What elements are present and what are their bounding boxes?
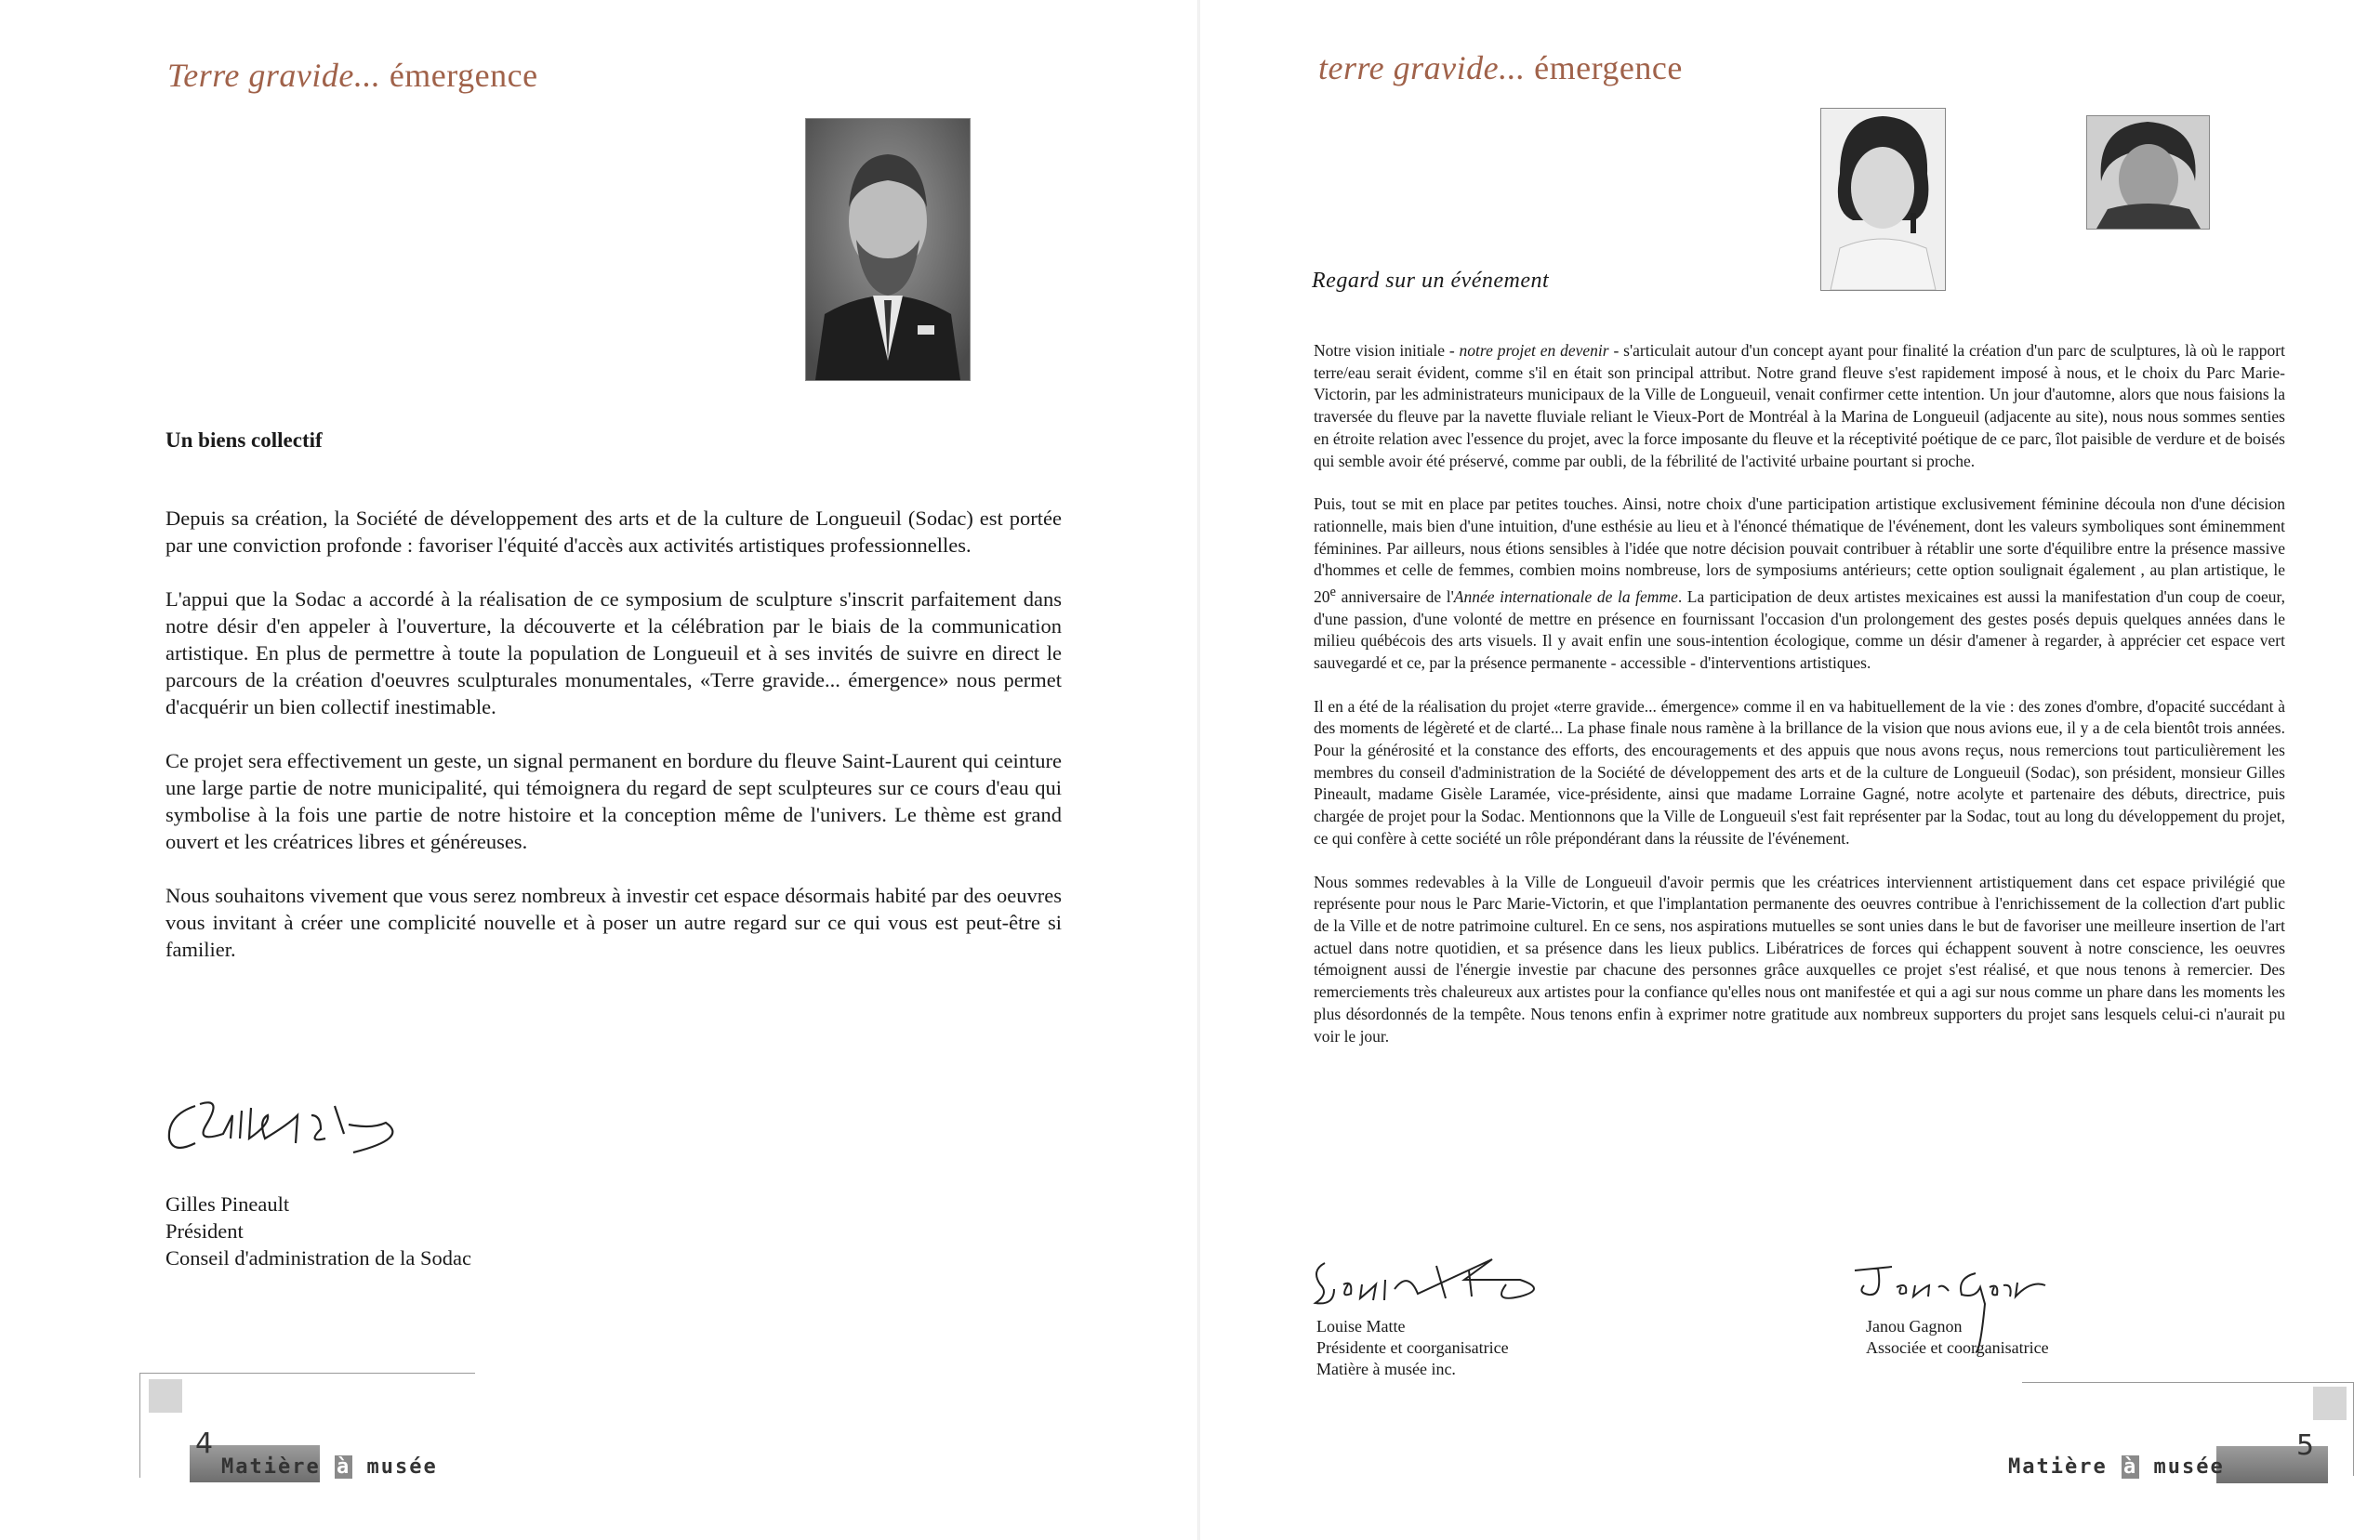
signer-org: Conseil d'administration de la Sodac (165, 1246, 471, 1270)
signature-louise-matte (1306, 1252, 1557, 1317)
footer-accent-square (149, 1379, 182, 1413)
portrait-photo-janou (2086, 115, 2210, 230)
signer1-role: Présidente et coorganisatrice (1316, 1338, 1509, 1357)
portrait-photo-louise (1820, 108, 1946, 291)
emphasis-text: notre projet en devenir (1459, 341, 1609, 360)
footer-accent-square (2313, 1387, 2347, 1420)
brand-word: à (336, 1455, 351, 1479)
title-italic-part: Terre gravide... (167, 57, 381, 94)
signer-role: Président (165, 1219, 244, 1243)
brand-word: Matière (2008, 1455, 2108, 1479)
paragraph (1314, 494, 2285, 674)
signer-block (165, 1191, 471, 1271)
section-subtitle: Regard sur un événement (1312, 269, 1550, 293)
portrait-photo (805, 118, 971, 381)
page-number: 5 (2296, 1429, 2315, 1462)
publication-brand (2008, 1455, 2225, 1479)
text-run: . La participation de deux artistes mexicaines est aussi la manifestation d'un coup de coeur, d'une passion, d'une volonté de mettre en présence en fournissant l'occasion d'un prolongement des gestes posés depuis quelques années dans le milieu québécois des arts visuels. Il y avait enfin une sous-intention écologique, comme un désir d'amener à regarder, à apprécier cet espace vert sauvegardé et ce, par la présence permanente - accessible - d'interventions artistiques. (1314, 586, 2285, 672)
signer1-block (1316, 1316, 1509, 1380)
signature-gilles-pineault (158, 1087, 409, 1171)
signer-name: Gilles Pineault (165, 1192, 290, 1216)
title-italic-part: terre gravide... (1318, 49, 1526, 86)
superscript: e (1329, 585, 1336, 600)
paragraph: Depuis sa création, la Société de développement des arts et de la culture de Longueuil (Sodac) est portée par une conviction profonde : favoriser l'équité d'accès aux activités artistiques professionnelles. (165, 507, 1062, 557)
emphasis-text: Année internationale de la femme (1453, 586, 1678, 606)
paragraph: Ce projet sera effectivement un geste, un signal permanent en bordure du fleuve Saint-Laurent qui ceinture une large partie de notre municipalité, qui témoignera du regard de sept sculpteures sur ce cours d'eau qui symbolise à la fois une partie de notre histoire et la conception même de l'univers. Le thème est grand ouvert et les créatrices libres et généreuses. (165, 749, 1062, 853)
section-heading: Un biens collectif (165, 428, 323, 452)
text-run: Puis, tout se mit en place par petites touches. Ainsi, notre choix d'une participation artistique exclusivement féminine découla non d'une décision rationnelle, mais bien d'une intuition, d'une esthésie au lieu et à l'énoncé thématique de l'événement, dont les valeurs symboliques sont éminemment féminines. Par ailleurs, nous étions sensibles à l'idée que notre décision pouvait contribuer à rétablir une sorte d'équilibre entre la présence massive d'hommes et celle de femmes, combien moins nombreuse, lors de symposiums antérieurs; cette option soulignait également , au plan artistique, le 20 (1314, 494, 2285, 606)
right-body (1314, 340, 2285, 1069)
paragraph: Il en a été de la réalisation du projet «terre gravide... émergence» comme il en va habituellement de la vie : des zones d'ombre, d'opacité succédant à des moments de légèreté et de clarté... La phase finale nous ramène à la brillance de la vision que nous avions eue, il y a de cela bientôt trois années. Pour la générosité et la constance des efforts, des encouragements et des appuis que nous avons reçus, nous remercions tout particulièrement les membres du conseil d'administration de la Société de développement des arts et de la culture de Longueuil (Sodac), son président, monsieur Gilles Pineault, madame Gisèle Laramée, vice-présidente, ainsi que madame Lorraine Gagné, notre acolyte et partenaire des débuts, directrice, puis chargée de projet pour la Sodac. Mentionnons que la Ville de Longueuil s'est fait représenter par la Sodac, tout au long du développement du projet, ce qui confère à cette société un rôle prépondérant dans la réussite de l'événement. (1314, 696, 2285, 848)
text-run: - s'articulait autour d'un concept ayant pour finalité la création d'un parc de sculptures, là où le rapport terre/eau serait évident, comme s'il en était son principal attribut. Notre grand fleuve s'est rapidement imposé à nous, et le choix du Parc Marie-Victorin, par les administrateurs municipaux de la Ville de Longueuil, venait confirmer cette intention. Un jour d'automne, alors que nous faisions la traversée du fleuve par la navette fluviale reliant le Vieux-Port de Montréal à la Marina de Longueuil (adjacente au site), nous nous sommes senties en étroite relation avec l'essence du projet, avec la force imposante du fleuve et la réceptivité poétique de ce parc, îlot paisible de verdure et de boisés qui semble avoir été préservé, comme par oubli, de la fébrilité de l'activité urbaine pourtant si proche. (1314, 341, 2285, 470)
right-page-title (1318, 48, 1683, 87)
brand-word: Matière (221, 1455, 321, 1479)
page-number: 4 (195, 1428, 214, 1460)
left-page-title (167, 56, 538, 95)
paragraph: Nous sommes redevables à la Ville de Longueuil d'avoir permis que les créatrices interviennent artistiquement dans cet espace privilégié que représente pour nous le Parc Marie-Victorin, et que l'implantation permanente des oeuvres contribue à l'enrichissement de la collection d'art public de la Ville et de notre patrimoine culturel. En ce sens, nos aspirations mutuelles se sont unies dans le but de favoriser une meilleure insertion de l'art actuel dans notre quotidien, et sa présence dans les lieux publics. Libératrices de forces qui échappent souvent à notre conscience, les oeuvres témoignent aussi de l'énergie investie par chacune des personnes grâce auxquelles ce projet s'est réalisé, et que nous tenons à remercier. Des remerciements très chaleureux aux artistes pour la confiance qu'elles nous ont manifestée et qui a agi sur nous comme un phare dans les moments les plus désordonnés de la tempête. Nous tenons enfin à exprimer notre gratitude aux nombreux supporters du projet sans lesquels celui-ci n'aurait pu voir le jour. (1314, 872, 2285, 1046)
signer1-name: Louise Matte (1316, 1317, 1406, 1336)
paragraph: L'appui que la Sodac a accordé à la réalisation de ce symposium de sculpture s'inscrit parfaitement dans notre désir d'en appeler à l'ouverture, la découverte et la célébration par le biais de la communication artistique. En plus de permettre à toute la population de Longueuil et à ses invités de suivre en direct le parcours de la création d'oeuvres sculpturales monumentales, «Terre gravide... émergence» nous permet d'acquérir un bien collectif inestimable. (165, 587, 1062, 718)
signer2-role: Associée et coorganisatrice (1866, 1338, 2049, 1357)
text-run: anniversaire de l' (1335, 586, 1454, 606)
paragraph: Nous souhaitons vivement que vous serez nombreux à investir cet espace désormais habité par des oeuvres vous invitant à créer une complicité nouvelle et à poser un autre regard sur ce qui vous est peut-être si familier. (165, 884, 1062, 961)
paragraph (1314, 340, 2285, 472)
signer1-org: Matière à musée inc. (1316, 1360, 1456, 1378)
brand-word: à (2122, 1455, 2138, 1479)
brand-word: musée (2153, 1455, 2225, 1479)
signer2-block (1866, 1316, 2049, 1359)
right-page (1199, 0, 2380, 1540)
left-body (165, 505, 1062, 990)
brand-word: musée (366, 1455, 438, 1479)
publication-brand (221, 1455, 438, 1479)
title-plain-part: émergence (1534, 49, 1683, 86)
text-run: Notre vision initiale - (1314, 341, 1460, 360)
title-plain-part: émergence (389, 57, 538, 94)
signer2-name: Janou Gagnon (1866, 1317, 1963, 1336)
